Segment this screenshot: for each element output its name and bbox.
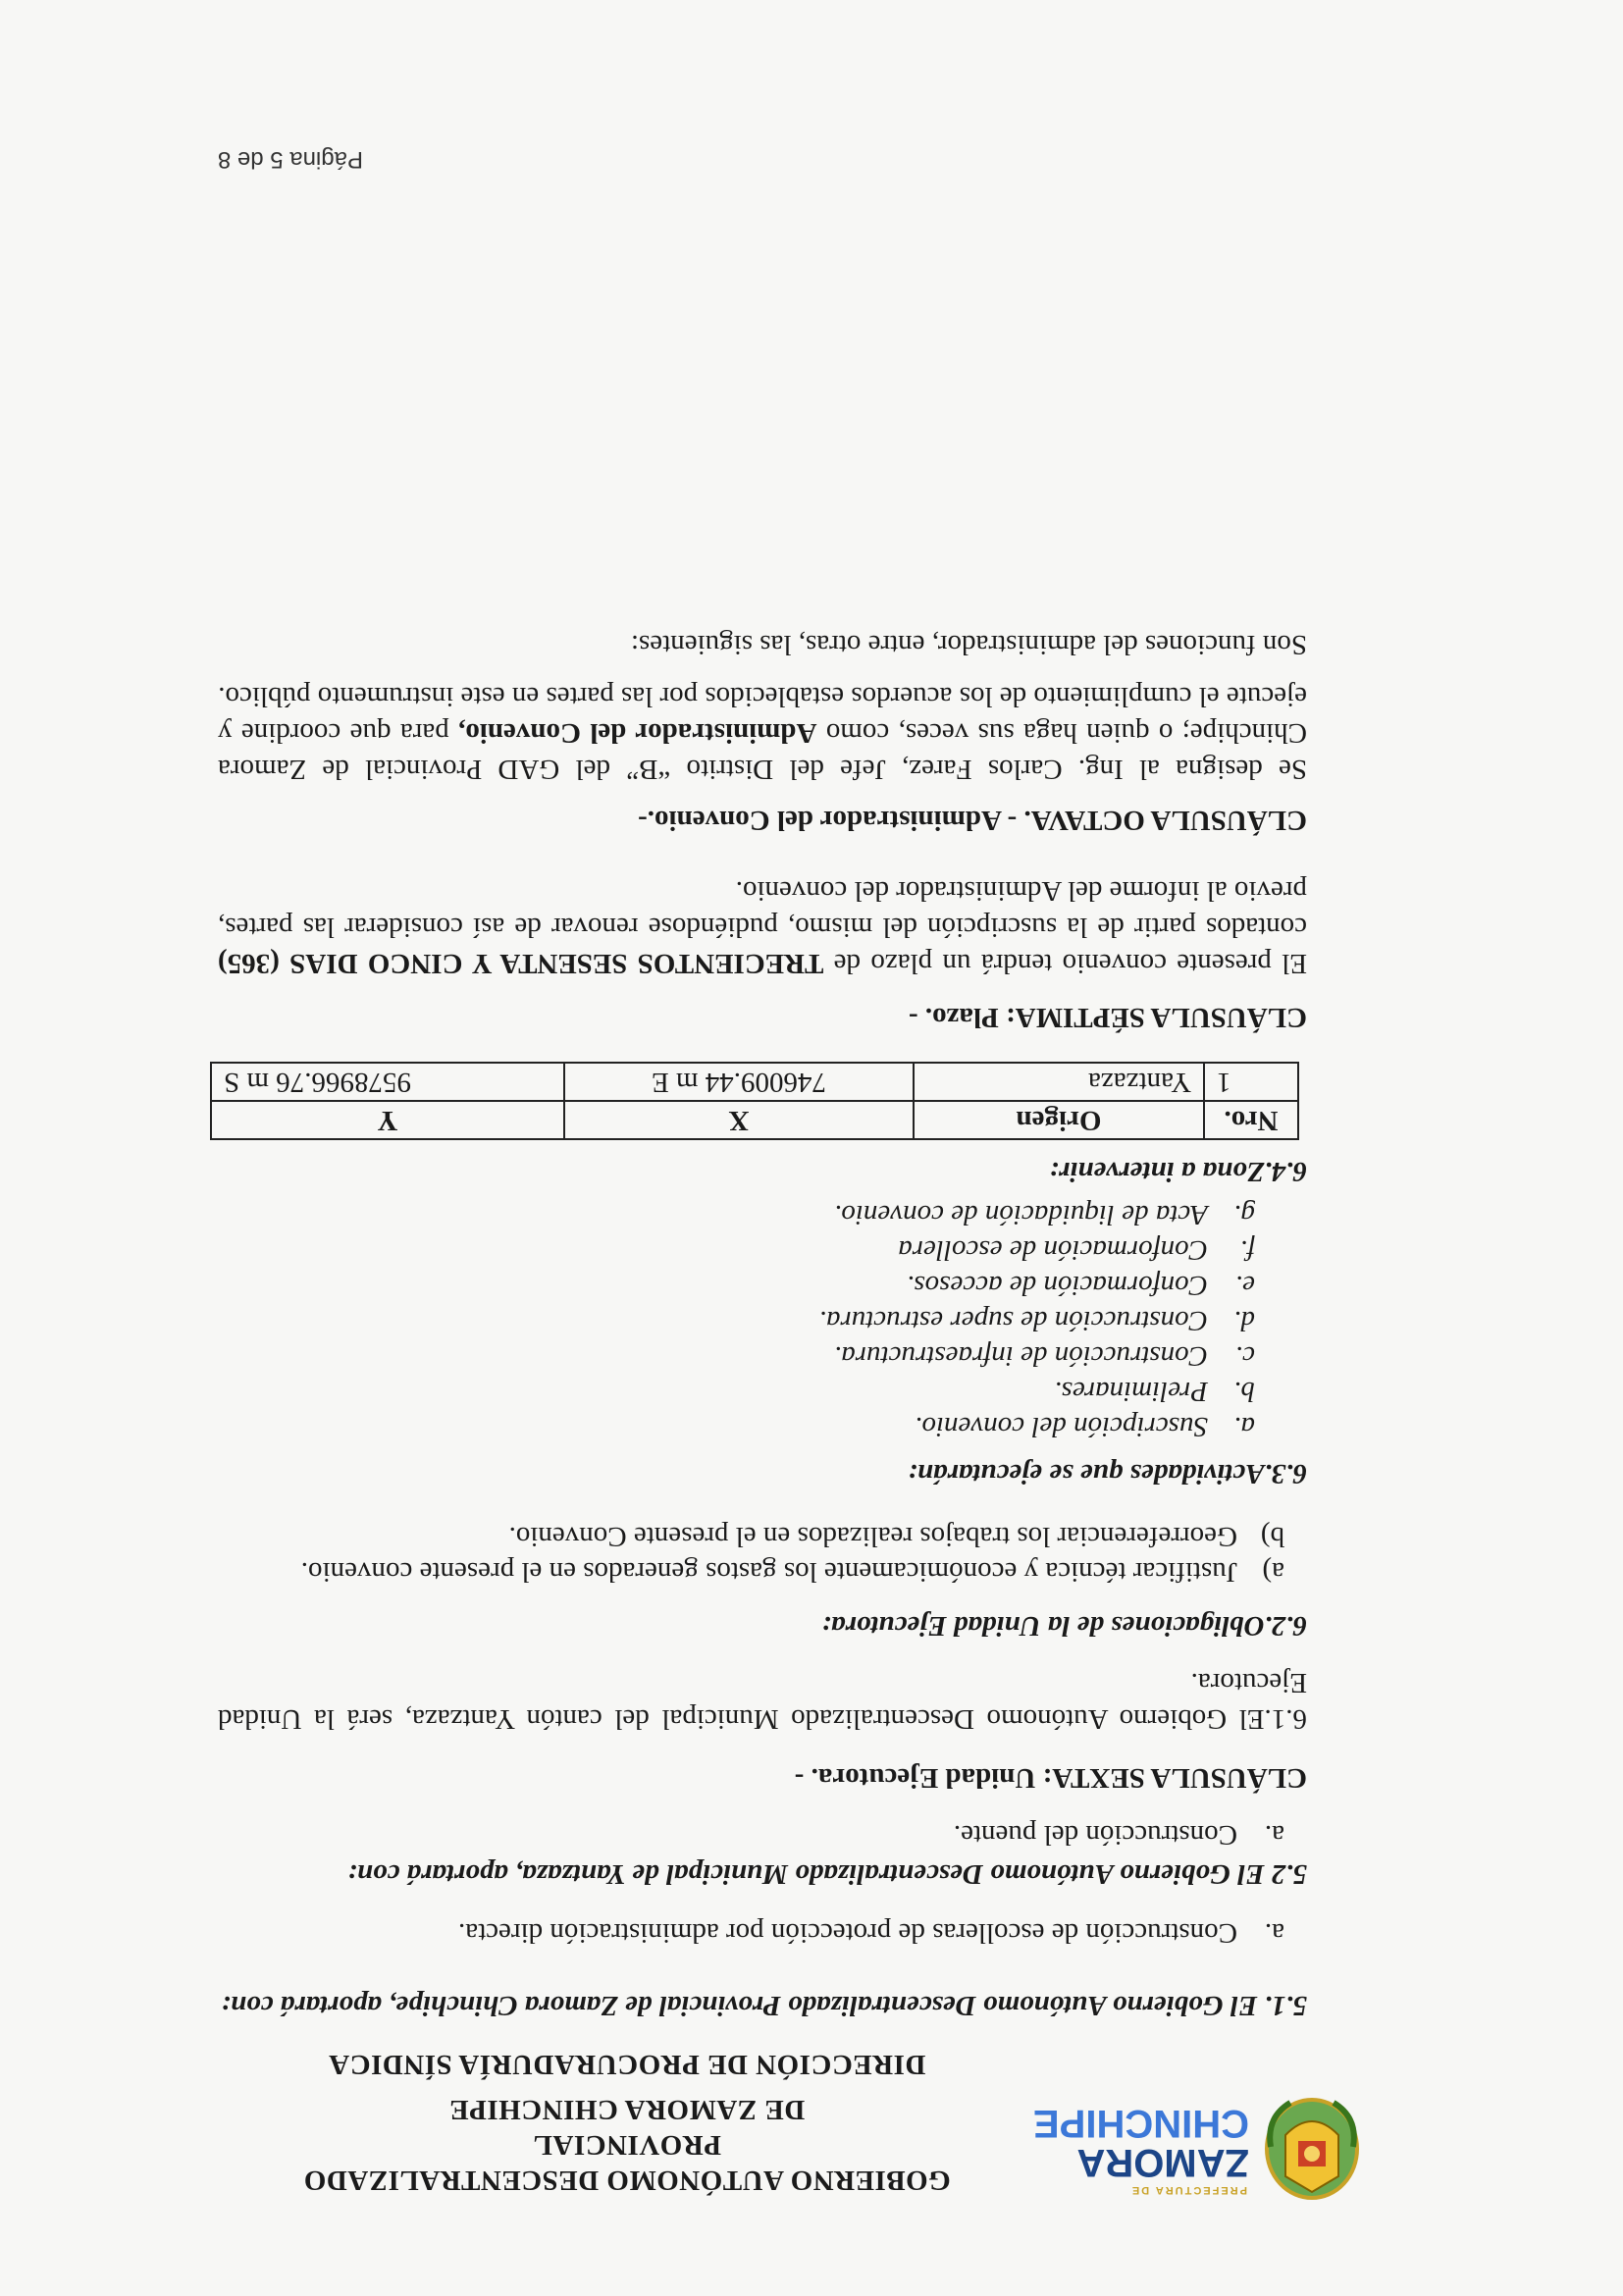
header-title-line-1: GOBIERNO AUTÓNOMO DESCENTRALIZADO PROVINCIAL bbox=[303, 2129, 951, 2196]
table-header-row bbox=[211, 1101, 1298, 1139]
section-5-2-heading: 5.2 El Gobierno Autónomo Descentralizado Municipal de Yantzaza, aportará con: bbox=[347, 1858, 1307, 1890]
table-cell: Yantzaza bbox=[914, 1063, 1204, 1101]
list-item: a) Justificar técnica y económicamente los gastos generados en el presente convenio. bbox=[300, 1556, 1284, 1588]
heading-6-2: 6.2.Obligaciones de la Unidad Ejecutora: bbox=[821, 1610, 1307, 1642]
paragraph-6-1: 6.1.El Gobierno Autónomo Descentralizado Municipal del cantón Yantzaza, será la Unidad Ejecutora. bbox=[218, 1667, 1307, 1735]
list-item: a. Suscripción del convenio. bbox=[915, 1411, 1255, 1442]
header-title-line-3: DIRECCIÓN DE PROCURADURÍA SÍNDICA bbox=[328, 2049, 926, 2080]
table-header-cell: Origen bbox=[914, 1101, 1204, 1139]
list-item: a. Construcción del puente. bbox=[953, 1819, 1284, 1851]
clausula-septima-paragraph: El presente convenio tendrá un plazo de TRECIENTOS SESENTA Y CINCO DIAS (365) contados partir de la suscripción del mismo, pudiéndose renovar de así considerar las partes, previo al informe del Administrador del convenio. bbox=[218, 875, 1307, 979]
list-item: f. Conformación de escollera bbox=[898, 1234, 1255, 1266]
plazo-bold: TRECIENTOS SESENTA Y CINCO DIAS (365) bbox=[218, 948, 824, 979]
header-title-line-2: DE ZAMORA CHINCHIPE bbox=[448, 2094, 806, 2125]
list-item: e. Conformación de accesos. bbox=[907, 1270, 1255, 1301]
heading-6-3: 6.3.Actividades que se ejecutarán: bbox=[908, 1458, 1307, 1489]
list-item: g. Acta de liquidación de convenio. bbox=[834, 1199, 1255, 1230]
section-5-2-list bbox=[225, 1817, 1284, 1852]
section-5-1-list bbox=[225, 1915, 1284, 1951]
clausula-octava-heading: CLÁUSULA OCTAVA. - Administrador del Convenio.- bbox=[638, 805, 1307, 836]
page-number: Página 5 de 8 bbox=[217, 146, 363, 173]
table-header-cell: Nro. bbox=[1204, 1101, 1298, 1139]
table-cell: 9578966.76 m S bbox=[211, 1063, 564, 1101]
brand-line-2: CHINCHIPE bbox=[1032, 2102, 1249, 2145]
table-header-cell: Y bbox=[211, 1101, 564, 1139]
list-6-2 bbox=[215, 1519, 1284, 1590]
prefecture-logo bbox=[1032, 2096, 1363, 2206]
coordinates-table bbox=[210, 1062, 1299, 1140]
list-6-3 bbox=[372, 1197, 1255, 1444]
brand-small-text: PREFECTURA DE bbox=[1129, 2184, 1247, 2196]
table-row bbox=[211, 1063, 1298, 1101]
list-item: c. Construcción de infraestructura. bbox=[833, 1340, 1255, 1372]
list-item: b) Georreferenciar los trabajos realizados en el presente Convenio. bbox=[508, 1521, 1284, 1552]
clausula-octava-paragraph: Se designa al Ing. Carlos Farez, Jefe del Distrito “B” del GAD Provincial de Zamora Chinchipe; o quien haga sus veces, como Administrador del Convenio, para que coordine y ejecute el cumplimiento de los acuerdos establecidos por las partes en este instrumento público. bbox=[218, 681, 1307, 785]
brand-line-1: ZAMORA bbox=[1076, 2141, 1249, 2184]
table-cell: 746009.44 m E bbox=[564, 1063, 914, 1101]
coat-of-arms-icon bbox=[1260, 2096, 1363, 2206]
list-item: b. Preliminares. bbox=[1054, 1376, 1255, 1407]
heading-6-4: 6.4.Zona a intervenir: bbox=[1049, 1156, 1307, 1187]
administrador-bold: Administrador del Convenio, bbox=[458, 717, 817, 749]
list-item: a. Construcción de escolleras de protección por administración directa. bbox=[458, 1917, 1284, 1949]
clausula-septima-heading: CLÁUSULA SÉPTIMA: Plazo. - bbox=[908, 1002, 1307, 1033]
clausula-sexta-heading: CLÁUSULA SEXTA: Unidad Ejecutora. - bbox=[794, 1762, 1307, 1794]
header-block bbox=[210, 2047, 1044, 2198]
table-header-cell: X bbox=[564, 1101, 914, 1139]
list-item: d. Construcción de super estructura. bbox=[818, 1305, 1255, 1336]
table-cell: 1 bbox=[1204, 1063, 1298, 1101]
functions-intro: Son funciones del administrador, entre otras, las siguientes: bbox=[630, 629, 1307, 660]
section-5-1-heading: 5.1. El Gobierno Autónomo Descentralizado Provincial de Zamora Chinchipe, aportará con: bbox=[221, 1990, 1307, 2021]
